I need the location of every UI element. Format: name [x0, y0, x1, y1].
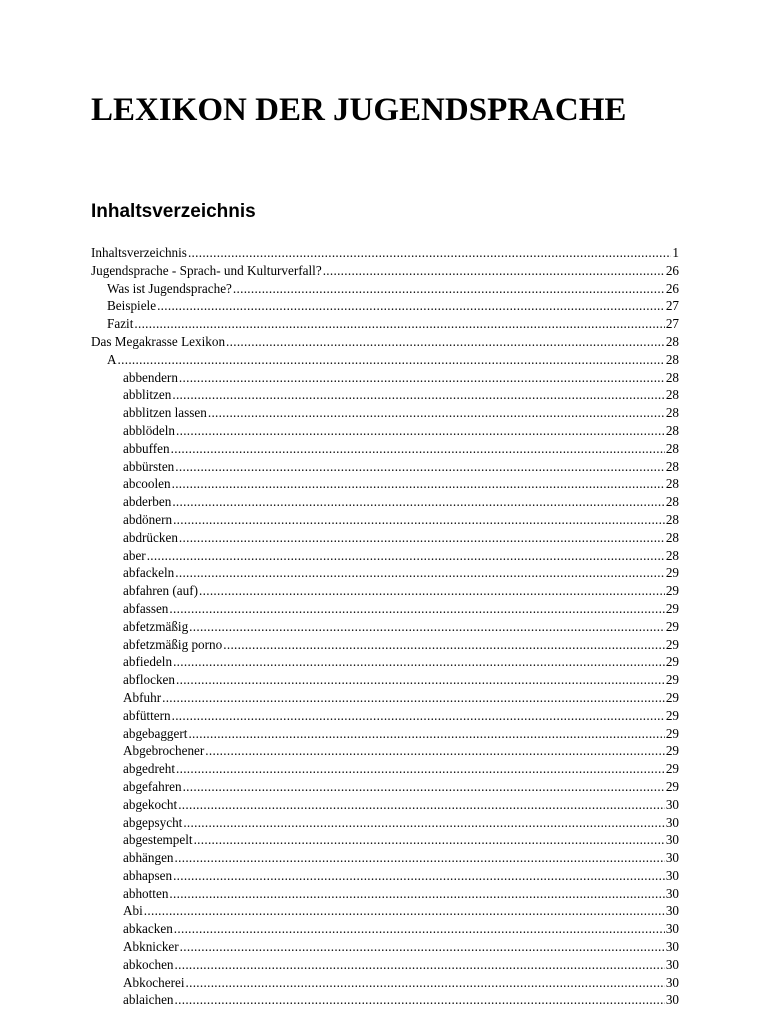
toc-entry[interactable] [91, 315, 679, 333]
toc-dot-leader [188, 725, 664, 743]
toc-entry[interactable] [91, 547, 679, 565]
toc-dot-leader [176, 422, 665, 440]
toc-entry-text: abkochen [123, 956, 174, 972]
toc-dot-leader [178, 796, 665, 814]
toc-entry-text: Abi [123, 903, 143, 919]
toc-entry-text: Abkocherei [123, 974, 185, 990]
toc-entry-page-number: 28 [665, 476, 679, 492]
toc-entry[interactable] [91, 244, 679, 262]
toc-entry-page-number: 29 [665, 743, 679, 759]
toc-entry-page-number: 28 [665, 547, 679, 563]
toc-entry-text: abgekocht [123, 796, 178, 812]
toc-dot-leader [172, 493, 664, 511]
toc-dot-leader [144, 902, 665, 920]
toc-entry-text: abgedreht [123, 761, 175, 777]
toc-entry-page-number: 29 [665, 583, 679, 599]
toc-entry-page-number: 26 [665, 280, 679, 296]
toc-dot-leader [118, 351, 665, 369]
toc-entry-page-number: 28 [665, 440, 679, 456]
toc-entry-text: abhapsen [123, 867, 173, 883]
toc-entry-page-number: 29 [665, 654, 679, 670]
toc-dot-leader [233, 280, 665, 298]
toc-entry-text: abgepsycht [123, 814, 183, 830]
toc-entry-text: abfetzmäßig [123, 618, 189, 634]
toc-entry[interactable] [91, 280, 679, 298]
toc-entry-page-number: 30 [665, 867, 679, 883]
toc-entry-page-number: 29 [665, 672, 679, 688]
toc-entry[interactable] [91, 422, 679, 440]
toc-entry-text: abfetzmäßig porno [123, 636, 223, 652]
toc-entry-text: abcoolen [123, 476, 171, 492]
toc-entry-page-number: 1 [672, 245, 679, 260]
toc-entry[interactable] [91, 707, 679, 725]
toc-entry-text: abfahren (auf) [123, 583, 199, 599]
toc-entry[interactable] [91, 956, 679, 974]
toc-entry-text: abblitzen lassen [123, 405, 207, 421]
toc-entry[interactable] [91, 369, 679, 387]
toc-entry[interactable] [91, 885, 679, 903]
toc-entry-text: abderben [123, 494, 172, 510]
toc-heading: Inhaltsverzeichnis [91, 201, 256, 222]
toc-entry[interactable] [91, 653, 679, 671]
toc-dot-leader [174, 920, 665, 938]
toc-entry-page-number: 28 [665, 422, 679, 438]
toc-entry-text: abbendern [123, 369, 178, 385]
toc-entry[interactable] [91, 458, 679, 476]
toc-dot-leader [175, 458, 665, 476]
toc-entry[interactable] [91, 760, 679, 778]
toc-entry-page-number: 29 [665, 707, 679, 723]
toc-entry-text: abblitzen [123, 387, 172, 403]
toc-entry[interactable] [91, 600, 679, 618]
toc-dot-leader [183, 814, 664, 832]
toc-dot-leader [175, 849, 665, 867]
toc-entry-page-number: 28 [665, 369, 679, 385]
toc-entry-text: abkacken [123, 921, 173, 937]
toc-entry[interactable] [91, 920, 679, 938]
toc-dot-leader [169, 600, 664, 618]
toc-dot-leader [199, 582, 665, 600]
toc-dot-leader [176, 671, 665, 689]
toc-entry-text: aber [123, 547, 146, 563]
toc-entry-page-number: 29 [665, 565, 679, 581]
toc-entry[interactable] [91, 636, 679, 654]
toc-entry-page-number: 28 [665, 351, 679, 367]
toc-dot-leader [323, 262, 665, 280]
toc-dot-leader [157, 297, 665, 315]
toc-dot-leader [226, 333, 665, 351]
toc-entry-page-number: 29 [665, 761, 679, 777]
toc-entry-text: abdönern [123, 511, 173, 527]
toc-entry-text: abfüttern [123, 707, 171, 723]
toc-entry-page-number: 29 [665, 618, 679, 634]
toc-entry-text: ablaichen [123, 992, 174, 1008]
toc-entry-text: abfassen [123, 600, 169, 616]
toc-entry[interactable] [91, 974, 679, 992]
toc-entry[interactable] [91, 493, 679, 511]
toc-entry-text: Beispiele [107, 298, 157, 314]
toc-entry-page-number: 29 [665, 725, 679, 741]
toc-entry[interactable] [91, 778, 679, 796]
toc-entry-text: abbürsten [123, 458, 175, 474]
toc-entry-text: Fazit [107, 316, 134, 332]
toc-entry-page-number: 28 [665, 405, 679, 421]
toc-entry-page-number: 30 [665, 832, 679, 848]
toc-entry[interactable] [91, 333, 679, 351]
toc-dot-leader [175, 564, 665, 582]
toc-entry-text: abgebaggert [123, 725, 188, 741]
toc-entry-page-number: 27 [665, 298, 679, 314]
toc-entry[interactable] [91, 867, 679, 885]
toc-dot-leader [147, 547, 665, 565]
toc-entry-text: abbuffen [123, 440, 170, 456]
toc-entry-text: Was ist Jugendsprache? [107, 280, 232, 296]
toc-entry[interactable] [91, 564, 679, 582]
toc-dot-leader [172, 386, 664, 404]
toc-entry[interactable] [91, 796, 679, 814]
toc-entry-text: Abfuhr [123, 689, 162, 705]
toc-entry-text: abhängen [123, 850, 174, 866]
toc-entry-text: abdrücken [123, 529, 178, 545]
toc-entry-page-number: 30 [665, 939, 679, 955]
toc-entry-page-number: 27 [665, 316, 679, 332]
toc-entry-page-number: 28 [665, 333, 679, 349]
toc-entry-text: abfiedeln [123, 654, 173, 670]
toc-entry-text: abflocken [123, 672, 175, 688]
toc-entry-text: abhotten [123, 885, 169, 901]
toc-entry-text: abgefahren [123, 778, 182, 794]
toc-entry[interactable] [91, 902, 679, 920]
toc-entry[interactable] [91, 689, 679, 707]
toc-entry[interactable] [91, 351, 679, 369]
toc-entry[interactable] [91, 814, 679, 832]
toc-entry-text: Abgebrochener [123, 743, 205, 759]
toc-entry-text: Das Megakrasse Lexikon [91, 333, 226, 349]
toc-dot-leader [173, 511, 665, 529]
toc-entry[interactable] [91, 262, 679, 280]
toc-dot-leader [205, 742, 665, 760]
toc-entry[interactable] [91, 582, 679, 600]
toc-entry-page-number: 29 [665, 600, 679, 616]
toc-entry-page-number: 28 [665, 387, 679, 403]
toc-entry-page-number: 30 [665, 814, 679, 830]
toc-entry-page-number: 29 [665, 636, 679, 652]
toc-entry-text: A [107, 351, 117, 367]
toc-entry[interactable] [91, 297, 679, 315]
toc-entry[interactable] [91, 831, 679, 849]
toc-dot-leader [179, 369, 665, 387]
toc-entry[interactable] [91, 404, 679, 422]
toc-entry-page-number: 28 [665, 494, 679, 510]
toc-entry-page-number: 30 [665, 885, 679, 901]
toc-entry-page-number: 30 [665, 992, 679, 1008]
toc-dot-leader [188, 244, 671, 262]
toc-entry-page-number: 30 [665, 796, 679, 812]
toc-dot-leader [183, 778, 665, 796]
toc-entry[interactable] [91, 938, 679, 956]
toc-dot-leader [171, 440, 665, 458]
toc-dot-leader [173, 653, 665, 671]
toc-entry[interactable] [91, 529, 679, 547]
toc-entry-page-number: 30 [665, 956, 679, 972]
toc-entry-text: Abknicker [123, 939, 179, 955]
toc-dot-leader [180, 938, 665, 956]
toc-entry[interactable] [91, 386, 679, 404]
toc-entry-text: Jugendsprache - Sprach- und Kulturverfall? [91, 262, 322, 278]
document-title: LEXIKON DER JUGENDSPRACHE [91, 92, 627, 128]
toc-dot-leader [169, 885, 664, 903]
toc-dot-leader [186, 974, 665, 992]
toc-dot-leader [223, 636, 665, 654]
toc-dot-leader [194, 831, 665, 849]
toc-entry[interactable] [91, 849, 679, 867]
toc-entry-text: Inhaltsverzeichnis [91, 245, 187, 260]
toc-entry[interactable] [91, 671, 679, 689]
toc-entry[interactable] [91, 725, 679, 743]
toc-dot-leader [172, 475, 665, 493]
toc-entry[interactable] [91, 440, 679, 458]
toc-entry-text: abblödeln [123, 422, 176, 438]
toc-dot-leader [172, 707, 665, 725]
toc-entry-page-number: 29 [665, 689, 679, 705]
toc-entry-page-number: 29 [665, 778, 679, 794]
toc-entry-page-number: 28 [665, 458, 679, 474]
toc-dot-leader [176, 760, 665, 778]
toc-dot-leader [162, 689, 665, 707]
toc-entry-page-number: 26 [665, 262, 679, 278]
toc-dot-leader [134, 315, 664, 333]
toc-entry[interactable] [91, 511, 679, 529]
toc-dot-leader [208, 404, 665, 422]
toc-entry-page-number: 30 [665, 850, 679, 866]
toc-entry[interactable] [91, 618, 679, 636]
toc-dot-leader [189, 618, 665, 636]
toc-entry-page-number: 30 [665, 974, 679, 990]
toc-entry[interactable] [91, 742, 679, 760]
toc-dot-leader [173, 867, 665, 885]
toc-dot-leader [175, 956, 665, 974]
toc-entry[interactable] [91, 475, 679, 493]
toc-dot-leader [179, 529, 665, 547]
toc-entry-page-number: 30 [665, 921, 679, 937]
toc-entry-page-number: 28 [665, 529, 679, 545]
toc-entry[interactable] [91, 991, 679, 1009]
toc-entry-page-number: 28 [665, 511, 679, 527]
toc-entry-page-number: 30 [665, 903, 679, 919]
table-of-contents [91, 244, 679, 1009]
toc-entry-text: abfackeln [123, 565, 175, 581]
toc-dot-leader [175, 991, 665, 1009]
toc-entry-text: abgestempelt [123, 832, 193, 848]
